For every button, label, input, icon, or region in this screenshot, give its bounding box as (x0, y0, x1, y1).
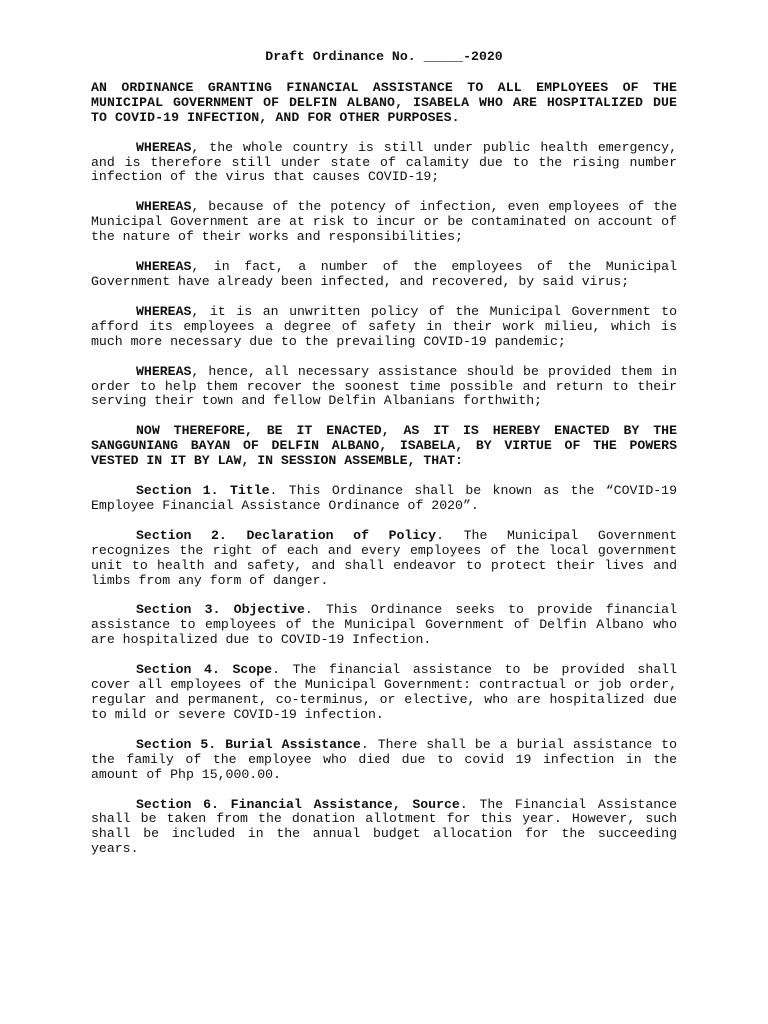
document-title (91, 50, 677, 65)
title-prefix: Draft Ordinance No. (265, 49, 424, 64)
whereas-clause-4 (91, 305, 677, 350)
enacting-clause: NOW THEREFORE, BE IT ENACTED, AS IT IS HEREBY ENACTED BY THE SANGGUNIANG BAYAN OF DELFIN ALBANO, ISABELA, BY VIRTUE OF THE POWERS VESTED IN IT BY LAW, IN SESSION ASSEMBLE, THAT: (91, 423, 677, 469)
section-4 (91, 663, 677, 723)
section-label: Section 1. Title (136, 483, 270, 499)
section-text: . The financial assistance to be provided shall cover all employees of the Municipal Government: contractual or job order, regular and permanent, co-terminus, or elective, who are hospitalized due to mild or severe COVID-19 infection. (91, 662, 678, 722)
whereas-label: WHEREAS (136, 363, 192, 379)
section-text: . This Ordinance seeks to provide financial assistance to employees of the Municipal Government of Delfin Albano who are hospitalized due to COVID-19 Infection. (91, 602, 677, 648)
section-label: Section 6. Financial Assistance, Source (136, 796, 460, 812)
ordinance-heading: AN ORDINANCE GRANTING FINANCIAL ASSISTANCE TO ALL EMPLOYEES OF THE MUNICIPAL GOVERNMENT OF DELFIN ALBANO, ISABELA WHO ARE HOSPITALIZED DUE TO COVID-19 INFECTION, AND FOR OTHER PURPOSES. (91, 79, 677, 125)
whereas-label: WHEREAS (136, 303, 192, 319)
section-text: . This Ordinance shall be known as the “COVID-19 Employee Financial Assistance Ordinance of 2020”. (91, 483, 677, 513)
whereas-clause-2 (91, 200, 677, 245)
whereas-label: WHEREAS (136, 139, 192, 155)
section-label: Section 2. Declaration of Policy (136, 527, 437, 543)
section-label: Section 5. Burial Assistance (136, 736, 361, 752)
section-2 (91, 529, 677, 589)
whereas-clause-3 (91, 260, 677, 290)
whereas-clause-1 (91, 141, 677, 186)
section-text: . The Financial Assistance shall be taken from the donation allotment for this year. However, such shall be included in the annual budget allocation for the succeeding years. (91, 796, 677, 857)
whereas-text: , it is an unwritten policy of the Municipal Government to afford its employees a degree of safety in their work milieu, which is much more necessary due to the prevailing COVID-19 pandemic; (91, 303, 677, 349)
section-5 (91, 738, 677, 783)
ordinance-document (91, 50, 677, 872)
whereas-label: WHEREAS (136, 199, 192, 215)
section-label: Section 4. Scope (136, 662, 273, 678)
title-suffix: -2020 (463, 49, 503, 64)
whereas-clause-5 (91, 365, 677, 410)
section-label: Section 3. Objective (136, 602, 305, 618)
whereas-text: , hence, all necessary assistance should be provided them in order to help them recover the soonest time possible and return to their serving their town and fellow Delfin Albanians forthwith; (91, 363, 677, 409)
section-3 (91, 603, 677, 648)
whereas-text: , because of the potency of infection, even employees of the Municipal Government are at risk to incur or be contaminated on account of the nature of their works and responsibilities; (91, 199, 677, 245)
whereas-label: WHEREAS (136, 259, 192, 275)
section-text: . There shall be a burial assistance to the family of the employee who died due to covid 19 infection in the amount of Php 15,000.00. (91, 736, 678, 782)
ordinance-number-blank: _____ (423, 49, 464, 64)
whereas-text: , in fact, a number of the employees of the Municipal Government have already been infected, and recovered, by said virus; (91, 259, 677, 289)
section-6 (91, 798, 677, 858)
whereas-text: , the whole country is still under public health emergency, and is therefore still under state of calamity due to the rising number infection of the virus that causes COVID-19; (91, 139, 677, 185)
section-text: . The Municipal Government recognizes the right of each and every employees of the local government unit to health and safety, and shall endeavor to protect their lives and limbs from any form of danger. (91, 527, 677, 588)
section-1 (91, 484, 677, 514)
